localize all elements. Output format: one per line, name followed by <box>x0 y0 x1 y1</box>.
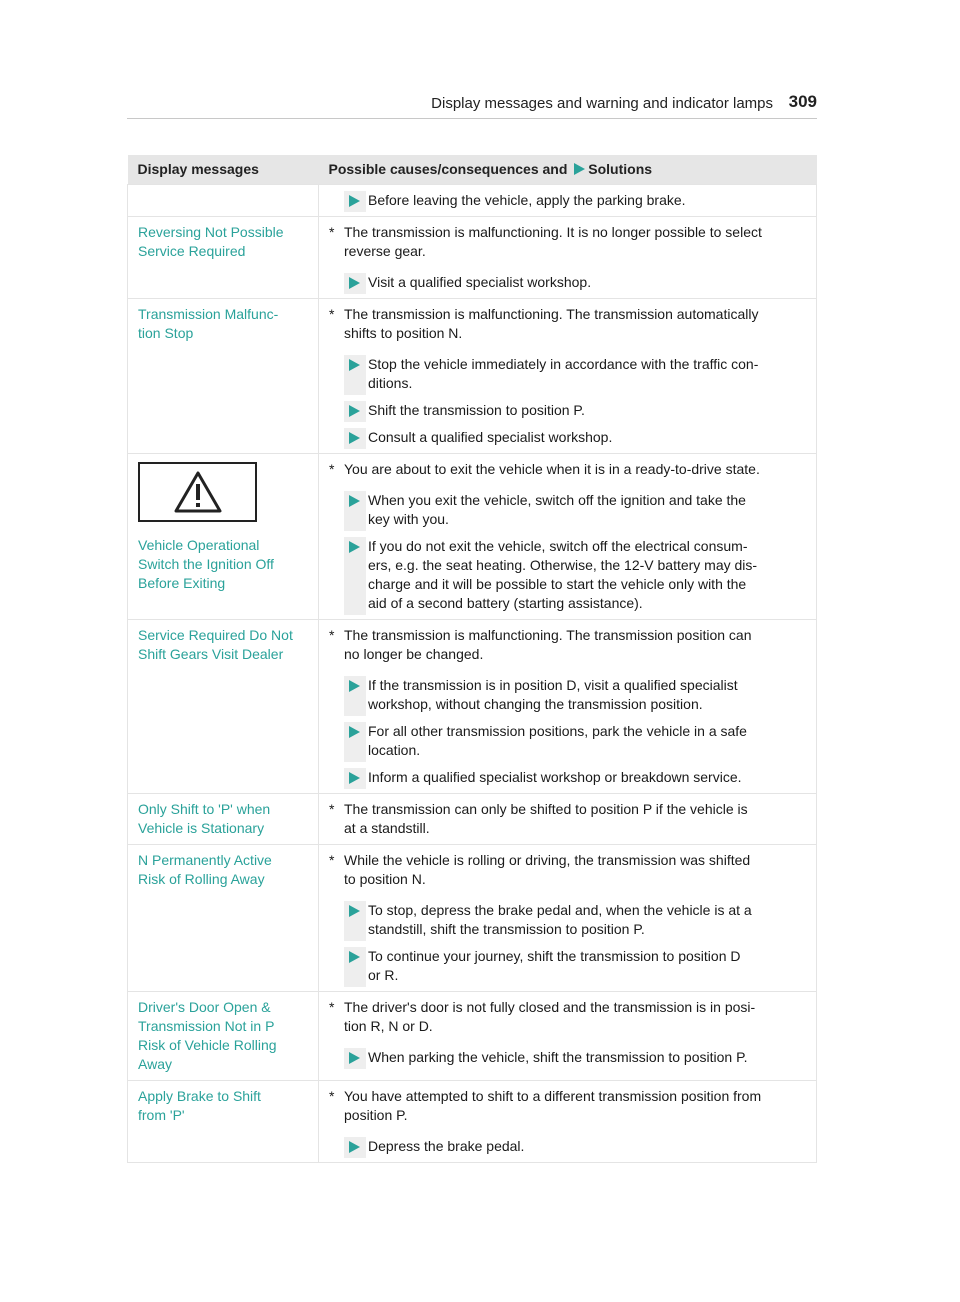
cause-item <box>329 460 806 479</box>
display-message-text: Vehicle is Stationary <box>138 820 265 836</box>
solution-text: If you do not exit the vehicle, switch off the electrical consum- <box>368 538 748 554</box>
message-cell <box>128 217 319 299</box>
solution-arrow-icon <box>349 680 360 692</box>
cause-item <box>329 1087 806 1125</box>
solution-item <box>329 901 806 939</box>
cause-text: The transmission can only be shifted to position P if the vehicle is <box>344 801 748 817</box>
asterisk-icon: * <box>329 627 335 643</box>
solution-text: When parking the vehicle, shift the transmission to position P. <box>368 1049 748 1065</box>
solution-text: charge and it will be possible to start the vehicle only with the <box>368 576 747 592</box>
solution-arrow-icon <box>349 726 360 738</box>
asterisk-icon: * <box>329 461 335 477</box>
table-row <box>128 845 817 992</box>
display-message-text: Risk of Rolling Away <box>138 871 265 887</box>
solution-item <box>329 428 806 447</box>
solution-text: Consult a qualified specialist workshop. <box>368 429 613 445</box>
solution-item <box>329 273 806 292</box>
cause-text: shifts to position N. <box>344 325 463 341</box>
display-message-text: Away <box>138 1056 172 1072</box>
display-message-text: Vehicle Operational <box>138 537 260 553</box>
solution-arrow-icon <box>349 951 360 963</box>
solution-text: Stop the vehicle immediately in accordance with the traffic con- <box>368 356 759 372</box>
table-row <box>128 1081 817 1163</box>
message-cell <box>128 992 319 1081</box>
solution-item <box>329 537 806 613</box>
solution-text: Shift the transmission to position P. <box>368 402 585 418</box>
solution-arrow-icon <box>349 432 360 444</box>
warning-triangle-icon <box>138 462 257 522</box>
solution-text: To stop, depress the brake pedal and, when the vehicle is at a <box>368 902 752 918</box>
display-messages-table <box>127 155 817 1163</box>
solution-arrow-icon <box>349 905 360 917</box>
message-cell <box>128 185 319 217</box>
solution-text: workshop, without changing the transmission position. <box>368 696 703 712</box>
solution-text: ers, e.g. the seat heating. Otherwise, the 12-V battery may dis- <box>368 557 758 573</box>
solution-text: If the transmission is in position D, visit a qualified specialist <box>368 677 738 693</box>
cause-text: The transmission is malfunctioning. The transmission automatically <box>344 306 759 322</box>
table-row <box>128 454 817 620</box>
solution-text: key with you. <box>368 511 449 527</box>
solution-arrow-icon <box>349 1052 360 1064</box>
display-message-text: Driver's Door Open & <box>138 999 271 1015</box>
cause-text: The transmission is malfunctioning. It is no longer possible to select <box>344 224 762 240</box>
solution-item <box>329 401 806 420</box>
solution-arrow-icon <box>349 405 360 417</box>
column-header-solutions-label: Solutions <box>588 161 653 177</box>
cause-text: The driver's door is not fully closed and the transmission is in posi- <box>344 999 756 1015</box>
asterisk-icon: * <box>329 801 335 817</box>
page-header <box>127 88 817 119</box>
display-message-text: N Permanently Active <box>138 852 272 868</box>
solution-text: aid of a second battery (starting assistance). <box>368 595 643 611</box>
solution-item <box>329 676 806 714</box>
solution-text: Before leaving the vehicle, apply the parking brake. <box>368 192 686 208</box>
solution-arrow-icon <box>349 772 360 784</box>
causes-solutions-cell <box>319 454 817 620</box>
message-cell <box>128 299 319 454</box>
causes-solutions-cell <box>319 1081 817 1163</box>
cause-text: The transmission is malfunctioning. The transmission position can <box>344 627 752 643</box>
table-row <box>128 992 817 1081</box>
asterisk-icon: * <box>329 999 335 1015</box>
cause-item <box>329 223 806 261</box>
table-row <box>128 794 817 845</box>
solution-item <box>329 1048 806 1067</box>
causes-solutions-cell <box>319 992 817 1081</box>
solution-text: To continue your journey, shift the transmission to position D <box>368 948 741 964</box>
cause-item <box>329 626 806 664</box>
solution-text: Visit a qualified specialist workshop. <box>368 274 592 290</box>
solution-text: Inform a qualified specialist workshop or breakdown service. <box>368 769 742 785</box>
causes-solutions-cell <box>319 794 817 845</box>
cause-text: tion R, N or D. <box>344 1018 433 1034</box>
page-number: 309 <box>788 92 817 111</box>
solution-item <box>329 191 806 210</box>
solution-arrow-icon <box>349 495 360 507</box>
solution-item <box>329 491 806 529</box>
solution-arrow-icon <box>349 277 360 289</box>
asterisk-icon: * <box>329 306 335 322</box>
message-cell <box>128 845 319 992</box>
table-body <box>128 185 817 1163</box>
page-header-title: Display messages and warning and indicator lamps <box>431 95 773 112</box>
cause-item <box>329 998 806 1036</box>
display-message-text: Apply Brake to Shift <box>138 1088 261 1104</box>
cause-text: You are about to exit the vehicle when it is in a ready-to-drive state. <box>344 461 760 477</box>
solution-text: location. <box>368 742 421 758</box>
cause-item <box>329 851 806 889</box>
solution-item <box>329 768 806 787</box>
solution-item <box>329 355 806 393</box>
asterisk-icon: * <box>329 852 335 868</box>
solution-text: For all other transmission positions, park the vehicle in a safe <box>368 723 747 739</box>
cause-text: at a standstill. <box>344 820 430 836</box>
display-message-text: Service Required Do Not <box>138 627 293 643</box>
cause-text: reverse gear. <box>344 243 426 259</box>
causes-solutions-cell <box>319 185 817 217</box>
cause-text: to position N. <box>344 871 426 887</box>
table-row <box>128 217 817 299</box>
display-message-text: Service Required <box>138 243 246 259</box>
column-header-causes-label: Possible causes/consequences and <box>328 161 568 177</box>
cause-text: While the vehicle is rolling or driving, the transmission was shifted <box>344 852 751 868</box>
cause-item <box>329 305 806 343</box>
message-cell <box>128 454 319 620</box>
cause-text: no longer be changed. <box>344 646 484 662</box>
cause-text: position P. <box>344 1107 408 1123</box>
column-header-display-messages: Display messages <box>128 155 319 185</box>
table-header-row <box>128 155 817 185</box>
solution-arrow-icon <box>349 541 360 553</box>
solution-item <box>329 722 806 760</box>
display-message-text: Transmission Not in P <box>138 1018 275 1034</box>
display-message-text: Only Shift to 'P' when <box>138 801 271 817</box>
solution-arrow-icon <box>349 195 360 207</box>
cause-text: You have attempted to shift to a different transmission position from <box>344 1088 762 1104</box>
solution-text: Depress the brake pedal. <box>368 1138 525 1154</box>
display-message-text: Shift Gears Visit Dealer <box>138 646 284 662</box>
cause-item <box>329 800 806 838</box>
table-row <box>128 299 817 454</box>
asterisk-icon: * <box>329 1088 335 1104</box>
display-message-text: from 'P' <box>138 1107 185 1123</box>
solution-item <box>329 947 806 985</box>
solution-text: standstill, shift the transmission to position P. <box>368 921 645 937</box>
solution-arrow-icon <box>349 1141 360 1153</box>
display-message-text: tion Stop <box>138 325 194 341</box>
causes-solutions-cell <box>319 217 817 299</box>
display-message-text: Risk of Vehicle Rolling <box>138 1037 277 1053</box>
message-cell <box>128 1081 319 1163</box>
display-message-text: Reversing Not Possible <box>138 224 284 240</box>
causes-solutions-cell <box>319 620 817 794</box>
column-header-causes-solutions <box>319 155 817 185</box>
causes-solutions-cell <box>319 845 817 992</box>
table-row <box>128 185 817 217</box>
solution-arrow-icon <box>574 163 585 175</box>
solution-text: When you exit the vehicle, switch off the ignition and take the <box>368 492 746 508</box>
message-cell <box>128 794 319 845</box>
display-message-text: Transmission Malfunc- <box>138 306 279 322</box>
table-row <box>128 620 817 794</box>
solution-text: or R. <box>368 967 399 983</box>
message-cell <box>128 620 319 794</box>
display-message-text: Before Exiting <box>138 575 226 591</box>
asterisk-icon: * <box>329 224 335 240</box>
solution-item <box>329 1137 806 1156</box>
display-message-text: Switch the Ignition Off <box>138 556 274 572</box>
causes-solutions-cell <box>319 299 817 454</box>
solution-arrow-icon <box>349 359 360 371</box>
solution-text: ditions. <box>368 375 413 391</box>
